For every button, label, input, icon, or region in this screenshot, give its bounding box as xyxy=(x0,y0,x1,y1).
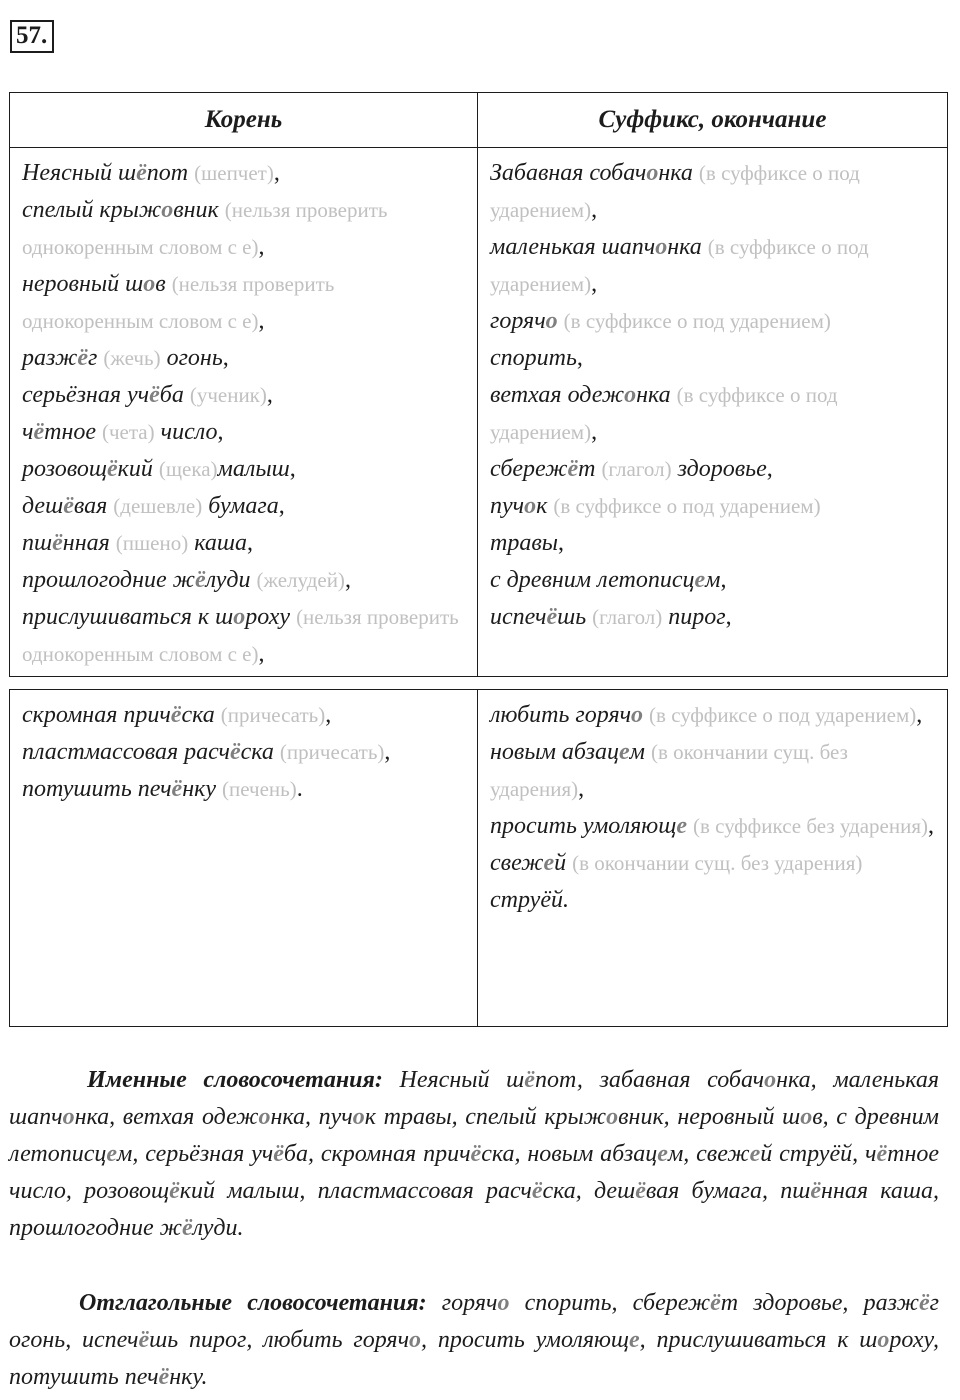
word-part: м xyxy=(629,739,645,765)
highlighted-letter: о xyxy=(233,604,246,630)
word-part: пластмассовая расч xyxy=(22,739,230,765)
highlighted-letter: о xyxy=(62,1104,75,1130)
word-part: в xyxy=(155,271,166,297)
highlighted-letter: е xyxy=(749,1141,761,1167)
word-part: спелый крыж xyxy=(22,197,162,223)
word-part: прислушиваться к ш xyxy=(22,604,234,630)
word-part: травы xyxy=(490,530,559,556)
word-part: пуч xyxy=(490,493,525,519)
check-note: (глагол) xyxy=(592,605,663,629)
word-part: испеч xyxy=(490,604,547,630)
highlighted-letter: ё xyxy=(106,456,118,482)
check-note: (в суффиксе о под ударением) xyxy=(490,161,860,222)
punctuation: , xyxy=(246,530,253,556)
text-segment: , прислушиваться к ш xyxy=(639,1327,878,1353)
highlighted-letter: о xyxy=(646,160,659,186)
highlighted-letter: ё xyxy=(149,382,160,408)
check-note: (в окончании сущ. без ударения) xyxy=(572,851,863,875)
check-note: (нельзя проверить однокоренным словом с е) xyxy=(22,605,459,666)
text-segment: т здоровье, разж xyxy=(720,1290,919,1316)
punctuation: , xyxy=(344,567,351,593)
punctuation: , xyxy=(217,419,224,445)
word-part: м xyxy=(705,567,721,593)
table2-suffix-cell xyxy=(479,691,946,921)
punctuation: , xyxy=(591,271,598,297)
entry xyxy=(490,525,936,562)
highlighted-letter: о xyxy=(606,1104,619,1130)
entry xyxy=(490,808,936,845)
word-part: Неясный ш xyxy=(22,160,137,186)
punctuation: , xyxy=(289,456,296,482)
word-part: луди xyxy=(205,567,251,593)
word-part: вник xyxy=(173,197,219,223)
word-part: тное xyxy=(44,419,96,445)
highlighted-letter: е xyxy=(629,1327,640,1353)
word-part: к xyxy=(536,493,548,519)
punctuation: , xyxy=(928,813,934,839)
word-part: ска xyxy=(181,702,215,728)
check-note: (ученик) xyxy=(189,383,267,407)
check-note: (нельзя проверить однокоренным словом с е) xyxy=(22,198,388,259)
text-segment: тное число, розовощ xyxy=(9,1141,939,1204)
highlighted-letter: е xyxy=(676,813,687,839)
word-part: пш xyxy=(22,530,53,556)
entry xyxy=(22,771,466,808)
text-segment: вник, неровный ш xyxy=(618,1104,801,1130)
check-note: (в суффиксе о под ударением) xyxy=(553,494,821,518)
word-part: разж xyxy=(22,345,78,371)
word-part: розовощ xyxy=(22,456,107,482)
exercise-number: 57. xyxy=(10,20,54,53)
text-segment: , просить умоляющ xyxy=(421,1327,630,1353)
highlighted-letter: е xyxy=(619,739,630,765)
highlighted-letter: ё xyxy=(33,419,45,445)
entry xyxy=(22,451,466,488)
word-part: шь xyxy=(557,604,587,630)
text-segment: вая бумага, пш xyxy=(645,1178,811,1204)
word-part: струёй. xyxy=(490,887,569,913)
check-note: (в суффиксе о под ударением) xyxy=(649,703,917,727)
check-note: (желудей) xyxy=(256,568,345,592)
word-part: огонь xyxy=(160,345,223,371)
word-part: пот xyxy=(146,160,189,186)
word-part: й xyxy=(554,850,567,876)
check-note: (чета) xyxy=(102,420,155,444)
entry xyxy=(22,377,466,414)
word-part: свеж xyxy=(490,850,544,876)
highlighted-letter: о xyxy=(655,234,668,260)
punctuation: , xyxy=(591,419,598,445)
highlighted-letter: ё xyxy=(524,1067,535,1093)
entry xyxy=(22,155,466,192)
highlighted-letter: ё xyxy=(876,1141,888,1167)
text-segment: ба, скромная прич xyxy=(283,1141,471,1167)
text-segment: кий малыш, пластмассовая расч xyxy=(179,1178,532,1204)
word-part: нка xyxy=(667,234,702,260)
word-part: ба xyxy=(159,382,184,408)
punctuation: , xyxy=(766,456,773,482)
highlighted-letter: ё xyxy=(470,1141,482,1167)
entry xyxy=(490,562,936,599)
word-part: ч xyxy=(22,419,34,445)
check-note: (жечь) xyxy=(103,346,161,370)
word-part: спорить xyxy=(490,345,577,371)
entry xyxy=(22,562,466,599)
highlighted-letter: о xyxy=(545,308,558,334)
word-part: каша xyxy=(188,530,247,556)
paragraph-verbal xyxy=(9,1285,939,1396)
word-part: т xyxy=(578,456,596,482)
text-segment: роху, потушить печ xyxy=(9,1327,940,1390)
entry xyxy=(490,882,936,919)
word-part: неровный ш xyxy=(22,271,144,297)
highlighted-letter: о xyxy=(409,1327,422,1353)
highlighted-letter: ё xyxy=(171,776,183,802)
entry xyxy=(490,377,936,451)
check-note: (в суффиксе о под ударением) xyxy=(490,235,869,296)
highlighted-letter: о xyxy=(877,1327,890,1353)
entry xyxy=(22,734,466,771)
highlighted-letter: о xyxy=(143,271,156,297)
text-segment: м, серьёзная уч xyxy=(117,1141,274,1167)
punctuation: , xyxy=(222,345,229,371)
highlighted-letter: ё xyxy=(229,739,241,765)
punctuation: , xyxy=(278,493,285,519)
highlighted-letter: ё xyxy=(194,567,206,593)
punctuation: , xyxy=(916,702,923,728)
word-part: нка xyxy=(636,382,671,408)
table1-root-cell xyxy=(11,149,476,675)
check-note: (щека) xyxy=(158,457,218,481)
word-part: нная xyxy=(62,530,110,556)
entry xyxy=(490,599,936,636)
highlighted-letter: о xyxy=(161,197,174,223)
text-segment: луди. xyxy=(192,1215,244,1241)
punctuation: , xyxy=(591,197,598,223)
word-part: ска xyxy=(240,739,274,765)
word-part: ветхая одеж xyxy=(490,382,625,408)
entry xyxy=(490,734,936,808)
highlighted-letter: ё xyxy=(63,493,74,519)
text-segment: к травы, спелый крыж xyxy=(364,1104,607,1130)
text-segment: горяч xyxy=(426,1290,498,1316)
text-segment: нку. xyxy=(169,1364,208,1390)
word-part: роху xyxy=(245,604,291,630)
word-part: скромная прич xyxy=(22,702,171,728)
word-part: малыш xyxy=(217,456,290,482)
entry xyxy=(22,192,466,266)
punctuation: . xyxy=(296,776,303,802)
entry xyxy=(22,697,466,734)
highlighted-letter: ё xyxy=(531,1178,543,1204)
check-note: (пшено) xyxy=(115,531,189,555)
highlighted-letter: ё xyxy=(136,160,147,186)
highlighted-letter: ё xyxy=(567,456,579,482)
punctuation: , xyxy=(578,776,585,802)
word-part: горяч xyxy=(490,308,546,334)
word-part: серьёзная уч xyxy=(22,382,150,408)
text-segment: ска, новым абзац xyxy=(481,1141,658,1167)
punctuation: , xyxy=(266,382,273,408)
highlighted-letter: о xyxy=(497,1290,510,1316)
paragraph-nominal xyxy=(9,1062,939,1247)
word-part: нка xyxy=(658,160,693,186)
word-part: любить горяч xyxy=(490,702,632,728)
word-part: с древним летописц xyxy=(490,567,695,593)
paragraph-label: Именные словосочетания: xyxy=(87,1067,383,1093)
check-note: (дешевле) xyxy=(113,494,203,518)
text-segment: в, с древним летописц xyxy=(9,1104,939,1167)
table-2 xyxy=(9,689,948,1027)
word-part: число xyxy=(154,419,218,445)
punctuation: , xyxy=(725,604,732,630)
paragraph-label: Отглагольные словосочетания: xyxy=(79,1290,427,1316)
entry xyxy=(490,488,936,525)
entry xyxy=(490,340,936,377)
text-segment: пот, забавная собач xyxy=(534,1067,765,1093)
highlighted-letter: о xyxy=(800,1104,813,1130)
highlighted-letter: ё xyxy=(710,1290,721,1316)
highlighted-letter: е xyxy=(106,1141,118,1167)
header-root: Корень xyxy=(10,93,478,148)
table1-suffix-cell xyxy=(479,149,946,638)
word-part: маленькая шапч xyxy=(490,234,656,260)
highlighted-letter: о xyxy=(624,382,637,408)
punctuation: , xyxy=(558,530,565,556)
entry xyxy=(22,525,466,562)
check-note: (причесать) xyxy=(279,740,385,764)
text-segment: ска, деш xyxy=(542,1178,636,1204)
word-part: бумага xyxy=(202,493,279,519)
text-segment: шь пирог, любить горяч xyxy=(149,1327,410,1353)
entry xyxy=(22,414,466,451)
word-part: Забавная собач xyxy=(490,160,647,186)
word-part: потушить печ xyxy=(22,776,172,802)
entry xyxy=(490,697,936,734)
highlighted-letter: о xyxy=(258,1104,271,1130)
check-note: (в суффиксе о под ударением) xyxy=(563,309,831,333)
highlighted-letter: ё xyxy=(273,1141,284,1167)
highlighted-letter: ё xyxy=(169,1178,180,1204)
entry xyxy=(490,303,936,340)
check-note: (печень) xyxy=(222,777,297,801)
check-note: (в суффиксе о под ударением) xyxy=(490,383,838,444)
entry xyxy=(490,229,936,303)
check-note: (в суффиксе без ударения) xyxy=(693,814,928,838)
text-segment: Неясный ш xyxy=(382,1067,525,1093)
punctuation: , xyxy=(258,234,265,260)
text-segment: нка, маленькая шапч xyxy=(9,1067,939,1130)
punctuation: , xyxy=(258,641,265,667)
entry xyxy=(490,845,936,882)
punctuation: , xyxy=(720,567,727,593)
highlighted-letter: о xyxy=(352,1104,365,1130)
header-suffix: Суффикс, окончание xyxy=(478,93,948,148)
punctuation: , xyxy=(273,160,280,186)
text-segment: й струёй, ч xyxy=(760,1141,877,1167)
highlighted-letter: ё xyxy=(918,1290,930,1316)
entry xyxy=(490,451,936,488)
highlighted-letter: ё xyxy=(810,1178,822,1204)
entry xyxy=(22,340,466,377)
word-part: г xyxy=(88,345,98,371)
highlighted-letter: ё xyxy=(546,604,558,630)
highlighted-letter: е xyxy=(694,567,706,593)
check-note: (в окончании сущ. без ударения) xyxy=(490,740,848,801)
entry xyxy=(490,155,936,229)
check-note: (причесать) xyxy=(220,703,326,727)
highlighted-letter: е xyxy=(543,850,555,876)
highlighted-letter: ё xyxy=(158,1364,170,1390)
word-part: вая xyxy=(73,493,108,519)
punctuation: , xyxy=(384,739,391,765)
highlighted-letter: ё xyxy=(181,1215,193,1241)
check-note: (нельзя проверить однокоренным словом с е) xyxy=(22,272,335,333)
highlighted-letter: е xyxy=(657,1141,668,1167)
text-segment: нная каша, прошлогодние ж xyxy=(9,1178,939,1241)
punctuation: , xyxy=(576,345,583,371)
table2-root-cell xyxy=(11,691,476,810)
punctuation: , xyxy=(325,702,332,728)
entry xyxy=(22,266,466,340)
word-part: деш xyxy=(22,493,64,519)
word-part: просить умоляющ xyxy=(490,813,677,839)
highlighted-letter: ё xyxy=(635,1178,646,1204)
text-segment: спорить, сбереж xyxy=(509,1290,711,1316)
punctuation: , xyxy=(258,308,265,334)
text-segment: м, свеж xyxy=(667,1141,750,1167)
entry xyxy=(22,599,466,673)
text-segment: г огонь, испеч xyxy=(9,1290,939,1353)
check-note: (шепчет) xyxy=(194,161,274,185)
highlighted-letter: ё xyxy=(170,702,182,728)
word-part: здоровье xyxy=(671,456,767,482)
entry xyxy=(22,488,466,525)
highlighted-letter: о xyxy=(631,702,644,728)
word-part: нку xyxy=(182,776,216,802)
highlighted-letter: ё xyxy=(138,1327,150,1353)
word-part: сбереж xyxy=(490,456,568,482)
highlighted-letter: ё xyxy=(77,345,89,371)
highlighted-letter: о xyxy=(524,493,537,519)
text-segment: нка, пуч xyxy=(270,1104,353,1130)
check-note: (глагол) xyxy=(601,457,672,481)
table-1 xyxy=(9,92,948,677)
word-part: новым абзац xyxy=(490,739,620,765)
highlighted-letter: о xyxy=(764,1067,777,1093)
text-segment: нка, ветхая одеж xyxy=(74,1104,259,1130)
word-part: кий xyxy=(117,456,153,482)
word-part: пирог xyxy=(662,604,726,630)
word-part: прошлогодние ж xyxy=(22,567,195,593)
highlighted-letter: ё xyxy=(52,530,63,556)
